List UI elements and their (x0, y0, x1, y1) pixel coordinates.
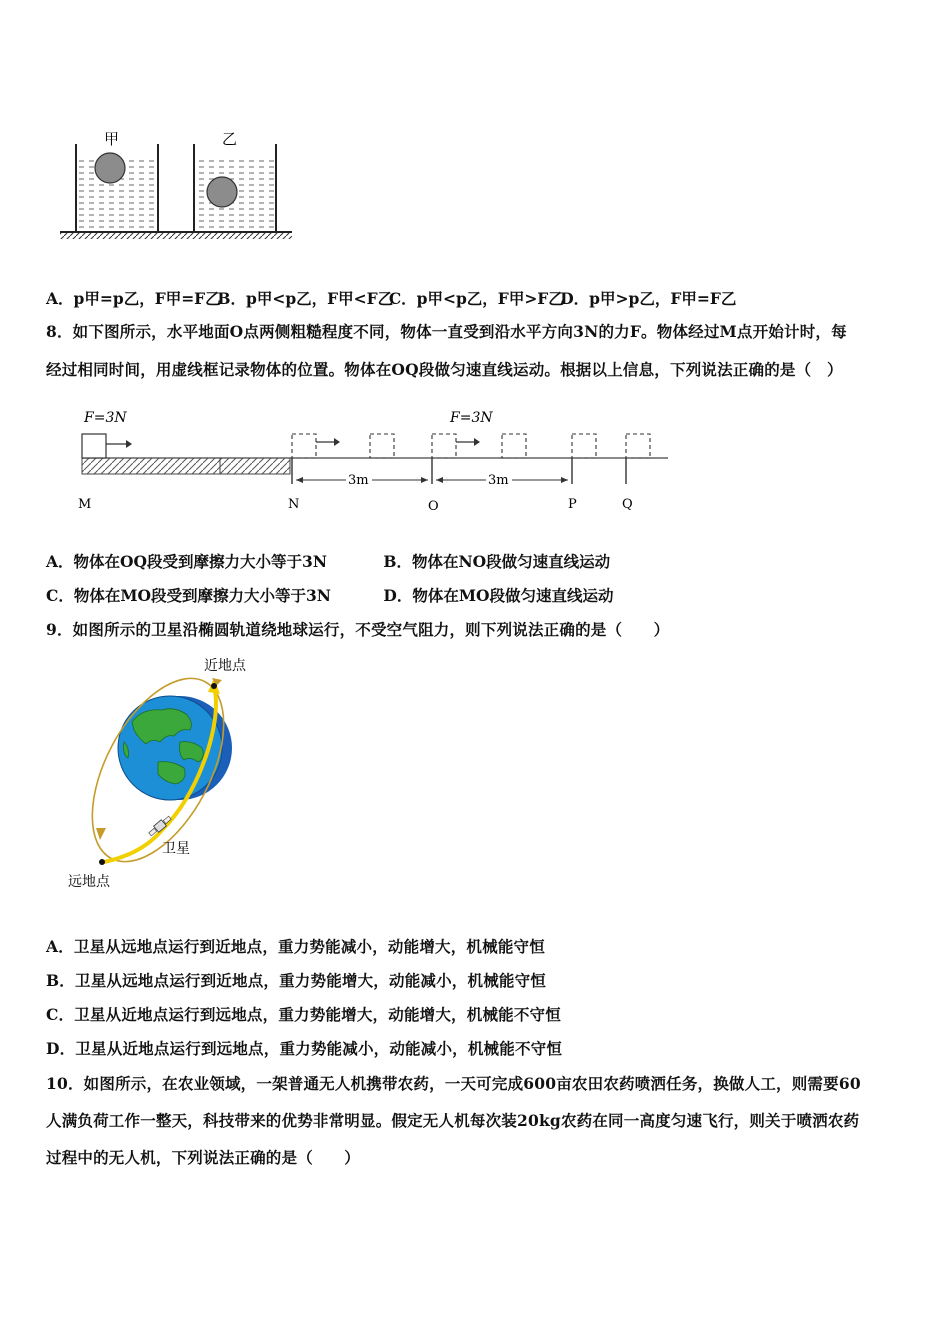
q8-option-c[interactable]: C．物体在MO段受到摩擦力大小等于3N (46, 586, 331, 605)
perigee-label: 近地点 (204, 658, 246, 674)
q8-options-row2 (46, 584, 614, 606)
q10-stem-line2: 人满负荷工作一整天，科技带来的优势非常明显。假定无人机每次装20kg农药在同一高度匀速飞行，则关于喷洒农药 (46, 1111, 860, 1130)
q7-option-a[interactable]: A．p甲=p乙，F甲=F乙 (46, 289, 221, 308)
point-p: P (568, 497, 577, 512)
container-yi (194, 144, 276, 232)
q8-option-a[interactable]: A．物体在OQ段受到摩擦力大小等于3N (46, 552, 327, 571)
apogee-label: 远地点 (68, 874, 110, 890)
q8-option-d[interactable]: D．物体在MO段做匀速直线运动 (383, 586, 614, 605)
apogee-dot (99, 859, 105, 865)
q9-stem: 9．如图所示的卫星沿椭圆轨道绕地球运行，不受空气阻力，则下列说法正确的是（ ） (46, 620, 670, 639)
point-m: M (78, 497, 92, 512)
ball-yi (207, 177, 237, 207)
q9-figure (62, 650, 262, 895)
force-label-2: F=3N (450, 410, 493, 426)
q7-option-d[interactable]: D．p甲>p乙，F甲=F乙 (560, 289, 737, 308)
dashed-block-3 (432, 434, 456, 458)
rough-surface (82, 458, 290, 474)
perigee-dot (211, 683, 217, 689)
container-jia (76, 144, 158, 232)
q8-stem-line1: 8．如下图所示，水平地面O点两侧粗糙程度不同，物体一直受到沿水平方向3N的力F。物体经过M点开始计时，每 (46, 322, 847, 341)
q10-stem-line1: 10．如图所示，在农业领域，一架普通无人机携带农药，一天可完成600亩农田农药喷洒任务，换做人工，则需要60 (46, 1074, 861, 1093)
block-start (82, 434, 106, 458)
q7-options (46, 287, 736, 309)
q8-option-b[interactable]: B．物体在NO段做匀速直线运动 (383, 552, 611, 571)
distance-label-2: 3m (488, 473, 509, 488)
q8-stem-line2: 经过相同时间，用虚线框记录物体的位置。物体在OQ段做匀速直线运动。根据以上信息，下列说法正确的是（ ） (46, 360, 843, 379)
dashed-block-2 (370, 434, 394, 458)
dashed-block-5 (572, 434, 596, 458)
q9-option-d[interactable]: D．卫星从近地点运行到远地点，重力势能减小，动能减小，机械能不守恒 (46, 1039, 563, 1058)
force-label-1: F=3N (84, 410, 127, 426)
ball-jia (95, 153, 125, 183)
distance-label-1: 3m (348, 473, 369, 488)
q7-option-b[interactable]: B．p甲<p乙，F甲<F乙 (217, 289, 394, 308)
q9-option-a[interactable]: A．卫星从远地点运行到近地点，重力势能减小，动能增大，机械能守恒 (46, 937, 545, 956)
label-yi: 乙 (222, 130, 238, 148)
dashed-block-1 (292, 434, 316, 458)
q7-figure (58, 128, 298, 243)
q9-option-c[interactable]: C．卫星从近地点运行到远地点，重力势能增大，动能增大，机械能不守恒 (46, 1005, 561, 1024)
dashed-block-4 (502, 434, 526, 458)
point-q: Q (622, 497, 633, 512)
satellite-label: 卫星 (162, 841, 190, 857)
point-o: O (428, 499, 439, 514)
point-n: N (288, 497, 300, 512)
dashed-block-6 (626, 434, 650, 458)
q7-option-c[interactable]: C．p甲<p乙，F甲>F乙 (388, 289, 564, 308)
q9-option-b[interactable]: B．卫星从远地点运行到近地点，重力势能增大，动能减小，机械能守恒 (46, 971, 547, 990)
q8-figure (70, 400, 680, 520)
q8-options-row1 (46, 550, 610, 572)
label-jia: 甲 (104, 130, 120, 148)
q10-stem-line3: 过程中的无人机，下列说法正确的是（ ） (46, 1148, 361, 1167)
